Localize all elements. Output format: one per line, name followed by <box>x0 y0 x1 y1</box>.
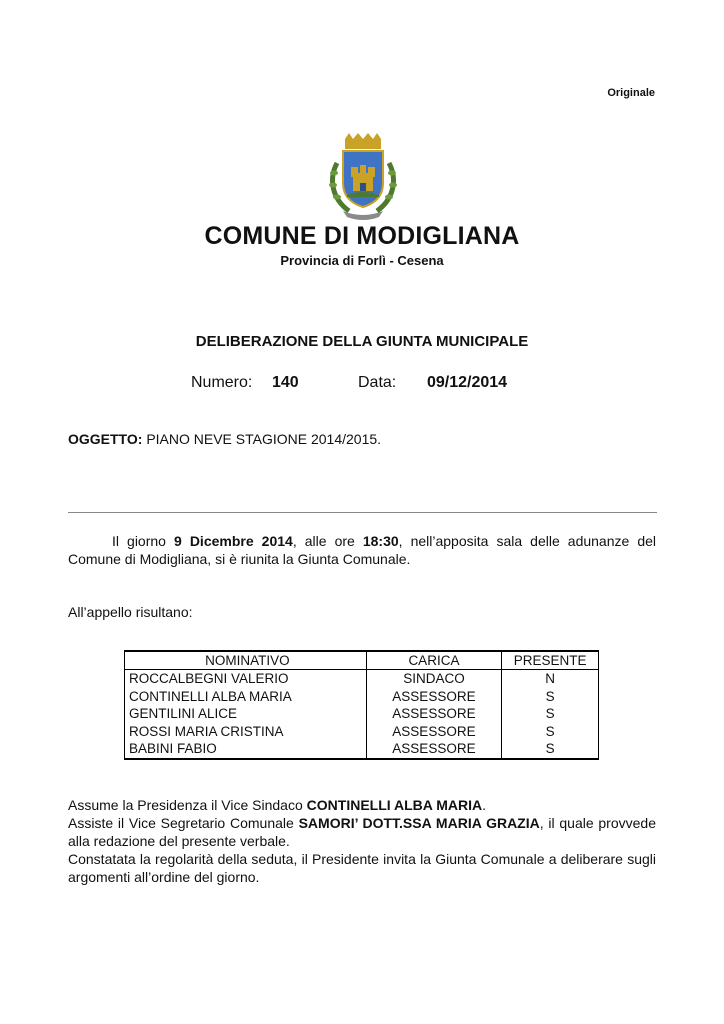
numero-value: 140 <box>272 374 299 391</box>
cell-presente: S <box>502 740 599 759</box>
cell-presente: S <box>502 688 599 706</box>
municipal-crest-icon <box>325 133 401 221</box>
cell-presente: S <box>502 723 599 741</box>
segretario-text: Assiste il Vice Segretario Comunale <box>68 815 299 831</box>
cell-presente: N <box>502 670 599 688</box>
header-nominativo: NOMINATIVO <box>125 651 367 670</box>
meeting-time: 18:30 <box>362 533 399 549</box>
section-divider <box>68 512 657 513</box>
cell-carica: ASSESSORE <box>366 740 502 759</box>
attendance-table <box>124 650 599 760</box>
regolarita-paragraph: Constatata la regolarità della seduta, il Presidente invita la Giunta Comunale a deliberare sugli argomenti all’ordine del giorno. <box>68 851 656 885</box>
intro-text-3: , nell’apposita sala delle adunanze del Comune di Modigliana, si è riunita la Giunta Comunale. <box>68 533 656 567</box>
cell-nome: GENTILINI ALICE <box>125 705 367 723</box>
segretario-paragraph <box>68 814 656 850</box>
table-row <box>125 688 599 706</box>
oggetto-line <box>68 431 381 447</box>
cell-presente: S <box>502 705 599 723</box>
document-title: DELIBERAZIONE DELLA GIUNTA MUNICIPALE <box>195 333 529 350</box>
segretario-end: , il quale provvede alla redazione del presente verbale. <box>68 815 656 849</box>
cell-nome: BABINI FABIO <box>125 740 367 759</box>
oggetto-label: OGGETTO: <box>68 431 143 447</box>
table-row <box>125 723 599 741</box>
intro-text-1: Il giorno <box>112 533 174 549</box>
closing-section <box>68 796 656 886</box>
originale-label: Originale <box>607 87 655 99</box>
cell-nome: ROCCALBEGNI VALERIO <box>125 670 367 688</box>
presidenza-text: Assume la Presidenza il Vice Sindaco <box>68 797 307 813</box>
table-row <box>125 740 599 759</box>
cell-nome: CONTINELLI ALBA MARIA <box>125 688 367 706</box>
cell-carica: ASSESSORE <box>366 688 502 706</box>
cell-carica: ASSESSORE <box>366 705 502 723</box>
meeting-date: 9 Dicembre 2014 <box>174 533 293 549</box>
oggetto-text: PIANO NEVE STAGIONE 2014/2015. <box>146 431 382 447</box>
header-presente: PRESENTE <box>502 651 599 670</box>
comune-title: COMUNE DI MODIGLIANA <box>204 222 520 250</box>
cell-carica: ASSESSORE <box>366 723 502 741</box>
attendance-header-row <box>125 651 599 670</box>
appello-text: All’appello risultano: <box>68 604 193 620</box>
data-value: 09/12/2014 <box>427 374 508 391</box>
numero-label: Numero: <box>191 374 253 391</box>
intro-text-2: , alle ore <box>292 533 363 549</box>
cell-carica: SINDACO <box>366 670 502 688</box>
cell-nome: ROSSI MARIA CRISTINA <box>125 723 367 741</box>
presidenza-paragraph <box>68 796 656 814</box>
provincia-subtitle: Provincia di Forlì - Cesena <box>280 253 444 268</box>
segretario-name: SAMORI’ DOTT.SSA MARIA GRAZIA <box>298 815 540 831</box>
table-row <box>125 705 599 723</box>
data-label: Data: <box>358 374 397 391</box>
presidenza-end: . <box>482 797 487 813</box>
table-row <box>125 670 599 688</box>
intro-paragraph <box>68 532 656 568</box>
presidente-name: CONTINELLI ALBA MARIA <box>306 797 483 813</box>
header-carica: CARICA <box>366 651 502 670</box>
